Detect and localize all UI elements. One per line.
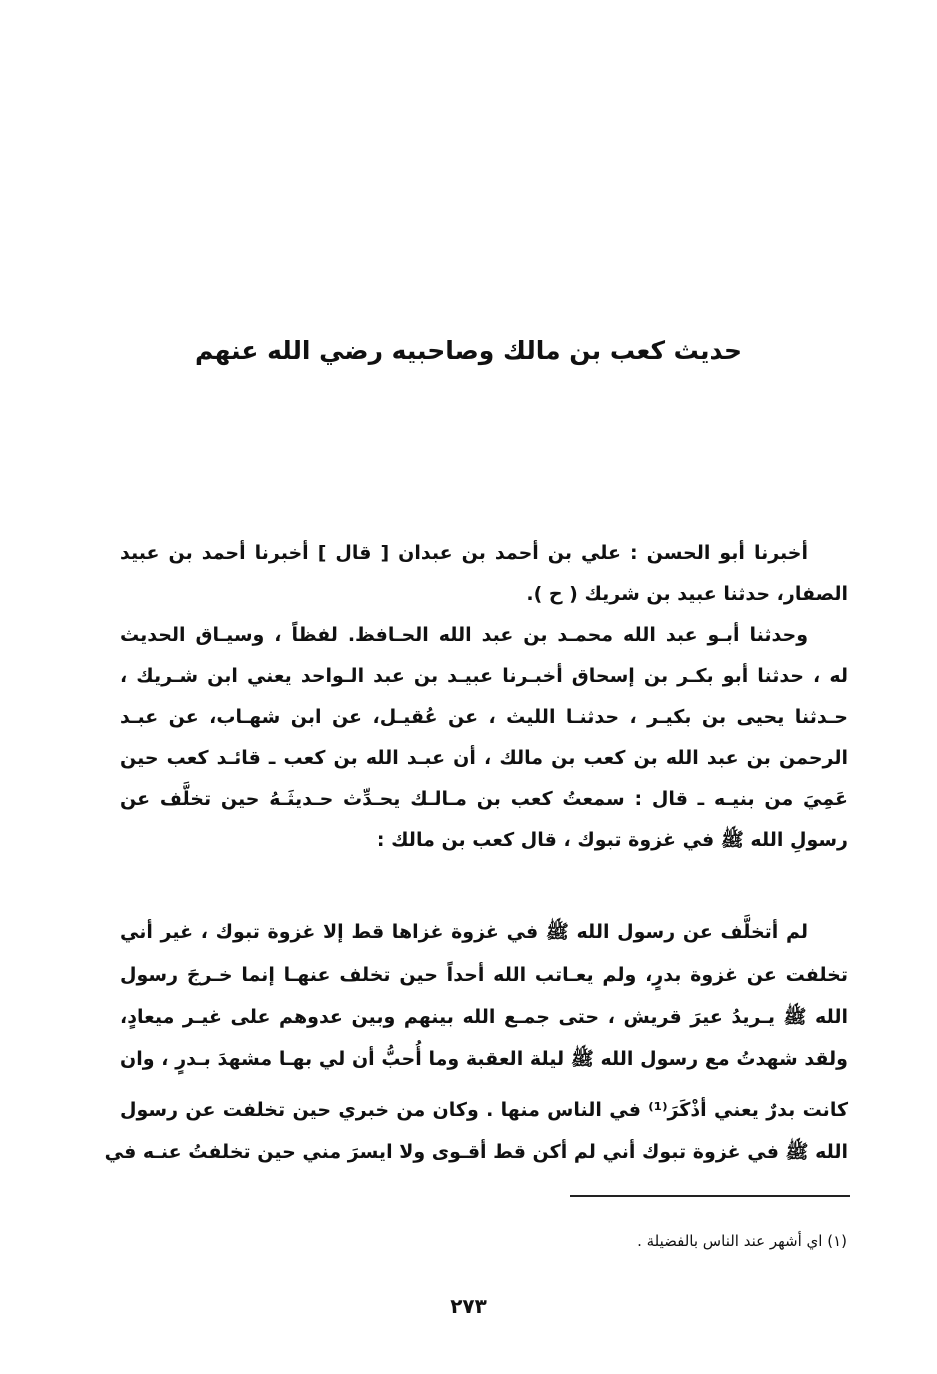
text-line: له ، حدثنا أبو بكـر بن إسحاق أخبـرنا عبيـد بن عبد الـواحد يعني ابن شـريك ، <box>120 665 848 687</box>
page-number: ٢٧٣ <box>450 1294 487 1318</box>
text-line: لم أتخلَّف عن رسول الله ﷺ في غزوة غزاها قط إلا غزوة تبوك ، غير أني <box>120 921 808 943</box>
text-line: الرحمن بن عبد الله بن كعب بن مالك ، أن عبـد الله بن كعب ـ قائـد كعب حين <box>120 747 848 769</box>
text-line: الله ﷺ يـريدُ عيرَ قريش ، حتى جمـع الله بينهم وبين عدوهم على غيـر ميعادٍ، <box>120 1006 848 1028</box>
text-line: رسولِ الله ﷺ في غزوة تبوك ، قال كعب بن مالك : <box>376 829 848 851</box>
footnote: (١) اي أشهر عند الناس بالفضيلة . <box>637 1232 847 1250</box>
page-title: حديث كعب بن مالك وصاحبيه رضي الله عنهم <box>195 336 742 365</box>
text-line: أخبرنا أبو الحسن : علي بن أحمد بن عبدان [ قال ] أخبرنا أحمد بن عبيد <box>120 542 808 564</box>
text-line: الله ﷺ في غزوة تبوك أني لم أكن قط أقـوى ولا ايسرَ مني حين تخلفتُ عنـه في <box>104 1141 848 1163</box>
footnote-divider <box>570 1195 850 1197</box>
text-line: الصفار، حدثنا عبيد بن شريك ( ح ). <box>526 583 848 605</box>
text-line: عَمِيَ من بنيـه ـ قال : سمعتُ كعب بن مـالـك يحـدِّث حـديثَـهُ حين تخلَّف عن <box>120 788 848 810</box>
text-line: تخلفت عن غزوة بدرٍ، ولم يعـاتب الله أحداً حين تخلف عنهـا إنما خـرجَ رسول <box>120 964 848 986</box>
text-line: حـدثنا يحيى بن بكيـر ، حدثنـا الليث ، عن عُقيـل، عن ابن شهـاب، عن عبـد <box>120 706 848 728</box>
text-line: وحدثنا أبـو عبد الله محمـد بن عبد الله الحـافظ. لفظاً ، وسيـاق الحديث <box>120 624 808 646</box>
text-line: كانت بدرٌ يعني أذْكَرَ⁽¹⁾ في الناس منها . وكان من خبري حين تخلفت عن رسول <box>120 1099 848 1121</box>
text-line: ولقد شهدتُ مع رسول الله ﷺ ليلة العقبة وما أُحبُّ أن لي بهـا مشهدَ بـدرٍ ، وان <box>120 1048 848 1070</box>
